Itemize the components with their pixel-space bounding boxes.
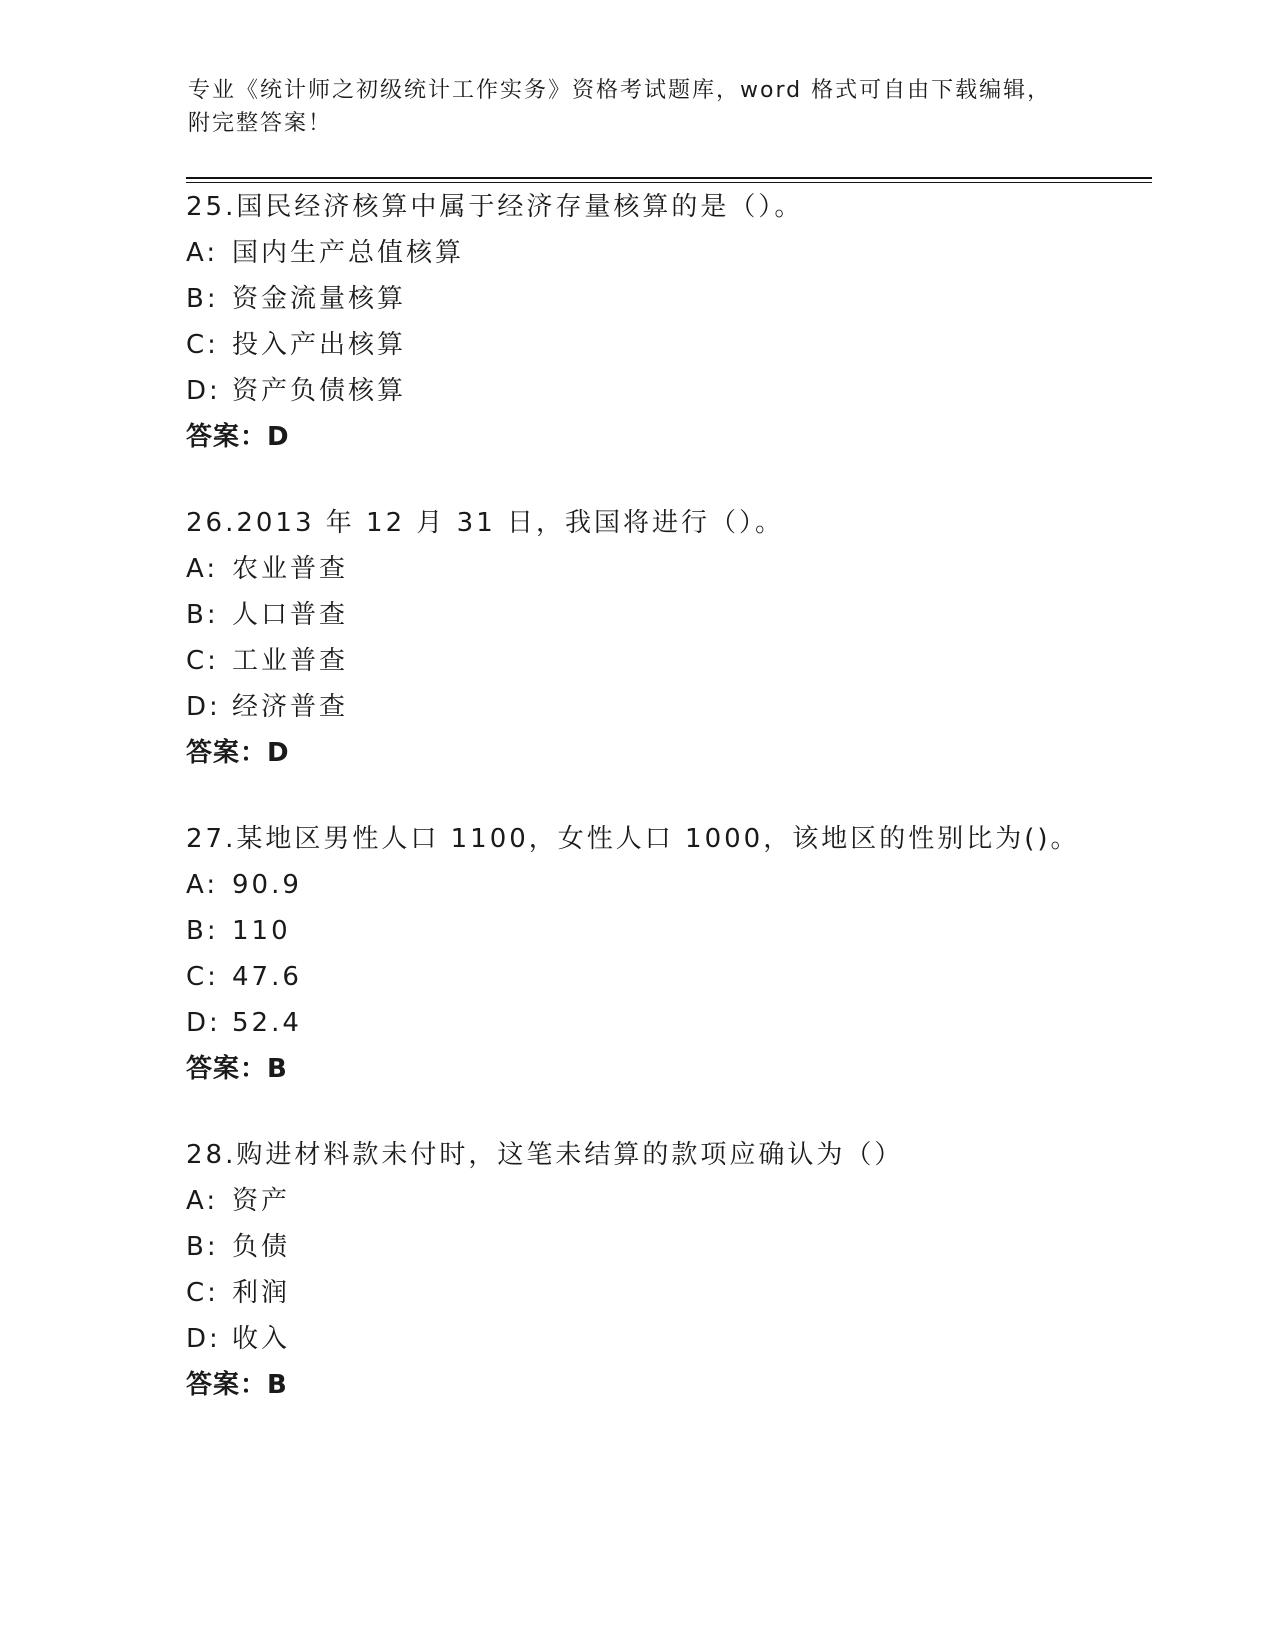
option-b bbox=[186, 1224, 1146, 1270]
answer-line: 答案：D bbox=[186, 738, 290, 768]
question-27 bbox=[186, 816, 1146, 1092]
option-letter: C: bbox=[186, 646, 219, 676]
option-d bbox=[186, 1000, 1146, 1046]
option-letter: C: bbox=[186, 962, 219, 992]
option-letter: D: bbox=[186, 376, 221, 406]
option-text: 90.9 bbox=[232, 870, 302, 900]
document-header: 专业《统计师之初级统计工作实务》资格考试题库，word 格式可自由下载编辑， 附完整答案！ bbox=[188, 78, 1052, 136]
option-text: 农业普查 bbox=[232, 554, 349, 584]
question-text: 25.国民经济核算中属于经济存量核算的是（）。 bbox=[186, 192, 804, 222]
option-text: 收入 bbox=[232, 1324, 291, 1354]
option-letter: A: bbox=[186, 870, 219, 900]
header-rule-thick bbox=[186, 177, 1152, 179]
option-a bbox=[186, 546, 1146, 592]
option-letter: B: bbox=[186, 916, 219, 946]
option-text: 利润 bbox=[232, 1278, 291, 1308]
option-letter: C: bbox=[186, 1278, 219, 1308]
option-a bbox=[186, 1178, 1146, 1224]
header-rule-thin bbox=[186, 182, 1152, 183]
option-letter: A: bbox=[186, 1186, 219, 1216]
option-letter: D: bbox=[186, 692, 221, 722]
question-26 bbox=[186, 500, 1146, 776]
option-letter: A: bbox=[186, 554, 219, 584]
option-d bbox=[186, 684, 1146, 730]
option-text: 资金流量核算 bbox=[232, 284, 407, 314]
option-letter: D: bbox=[186, 1324, 221, 1354]
option-c bbox=[186, 1270, 1146, 1316]
option-b bbox=[186, 592, 1146, 638]
option-c bbox=[186, 322, 1146, 368]
option-d bbox=[186, 1316, 1146, 1362]
option-a bbox=[186, 862, 1146, 908]
option-d bbox=[186, 368, 1146, 414]
question-text: 28.购进材料款未付时，这笔未结算的款项应确认为（） bbox=[186, 1140, 904, 1170]
question-text: 26.2013 年 12 月 31 日，我国将进行（）。 bbox=[186, 508, 785, 538]
option-b bbox=[186, 908, 1146, 954]
option-text: 资产负债核算 bbox=[232, 376, 407, 406]
option-b bbox=[186, 276, 1146, 322]
option-text: 资产 bbox=[232, 1186, 291, 1216]
option-c bbox=[186, 638, 1146, 684]
answer-line: 答案：B bbox=[186, 1054, 288, 1084]
option-letter: B: bbox=[186, 284, 219, 314]
option-letter: B: bbox=[186, 1232, 219, 1262]
option-text: 110 bbox=[232, 916, 291, 946]
option-text: 经济普查 bbox=[232, 692, 349, 722]
option-letter: B: bbox=[186, 600, 219, 630]
answer-line: 答案：D bbox=[186, 422, 290, 452]
option-text: 47.6 bbox=[232, 962, 302, 992]
answer-line: 答案：B bbox=[186, 1370, 288, 1400]
option-text: 工业普查 bbox=[232, 646, 349, 676]
question-text: 27.某地区男性人口 1100，女性人口 1000，该地区的性别比为()。 bbox=[186, 824, 1080, 854]
option-letter: A: bbox=[186, 238, 219, 268]
option-letter: C: bbox=[186, 330, 219, 360]
question-25 bbox=[186, 184, 1146, 460]
option-text: 人口普查 bbox=[232, 600, 349, 630]
option-text: 52.4 bbox=[232, 1008, 302, 1038]
option-letter: D: bbox=[186, 1008, 221, 1038]
option-c bbox=[186, 954, 1146, 1000]
option-text: 国内生产总值核算 bbox=[232, 238, 465, 268]
question-28 bbox=[186, 1132, 1146, 1408]
option-a bbox=[186, 230, 1146, 276]
option-text: 负债 bbox=[232, 1232, 291, 1262]
option-text: 投入产出核算 bbox=[232, 330, 407, 360]
